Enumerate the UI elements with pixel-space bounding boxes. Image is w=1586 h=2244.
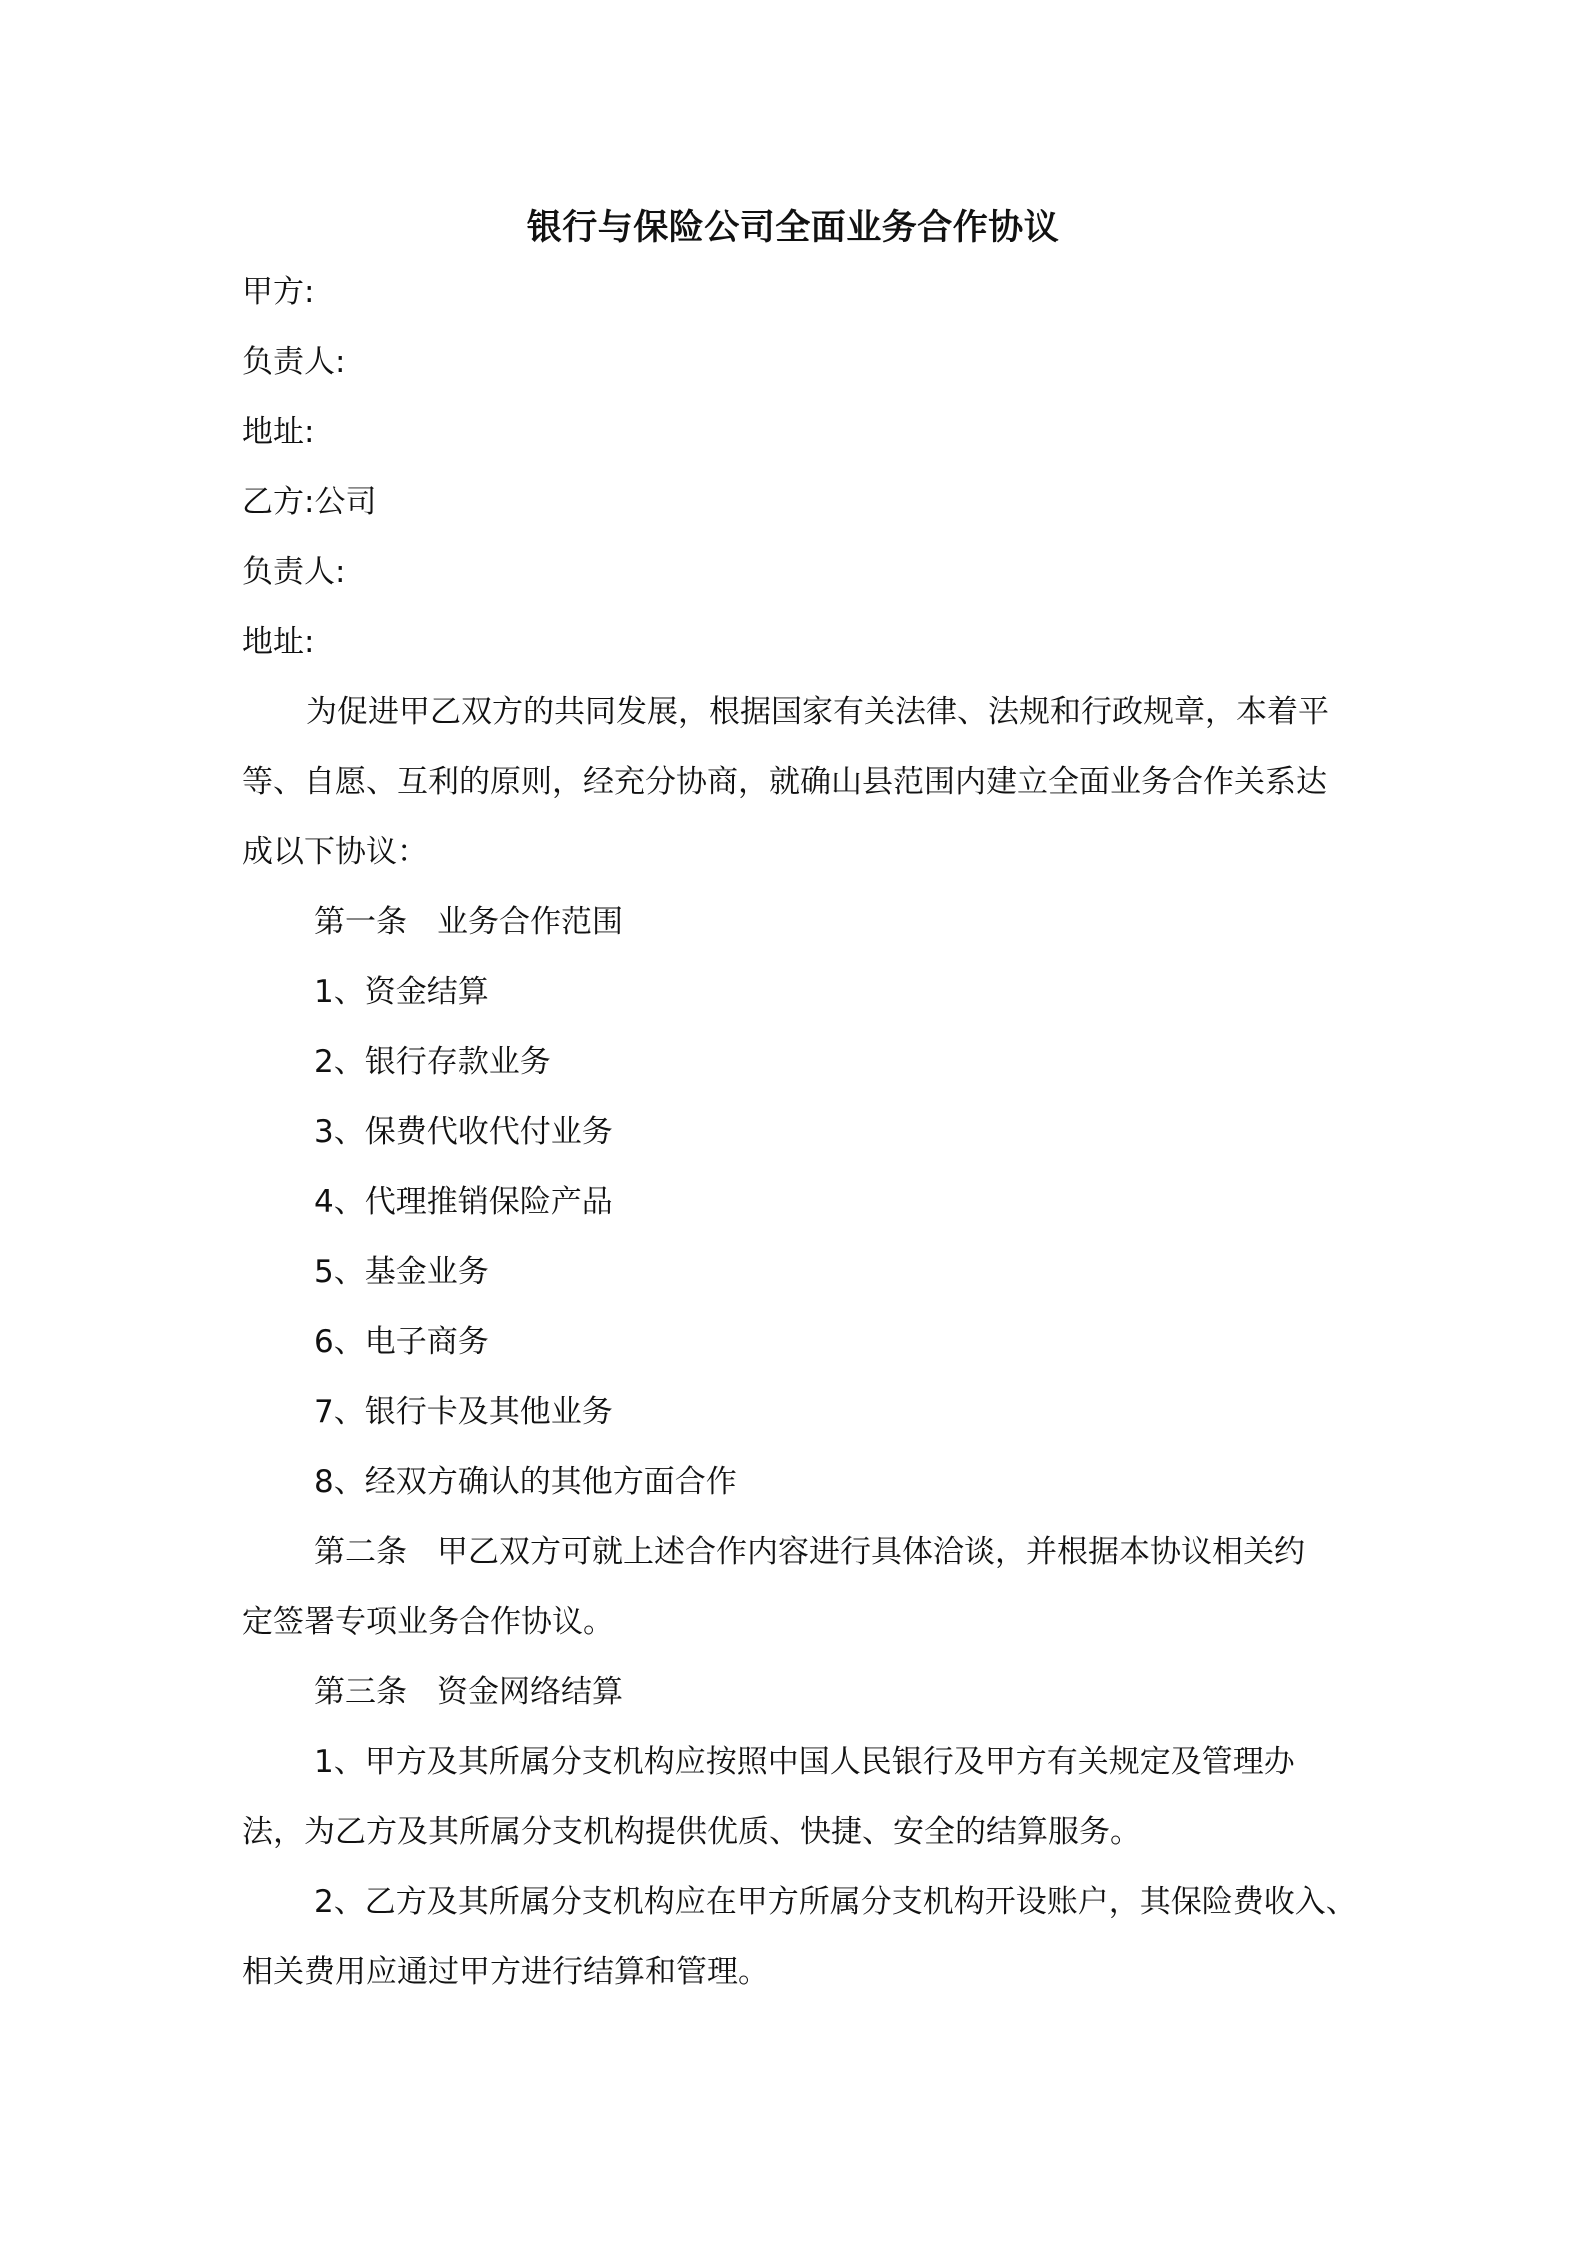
article-1-item: 5、基金业务	[314, 1254, 489, 1290]
preamble-line-2: 等、自愿、互利的原则，经充分协商，就确山县范围内建立全面业务合作关系达	[242, 764, 1327, 800]
party-b-responsible: 负责人:	[242, 554, 346, 590]
article-1-item: 7、银行卡及其他业务	[314, 1394, 613, 1430]
article-1-heading: 第一条	[314, 904, 407, 940]
article-2-text: 甲乙双方可就上述合作内容进行具体洽谈，并根据本协议相关约	[437, 1534, 1305, 1570]
party-b-address: 地址:	[242, 624, 315, 660]
article-3-clause-2-line-2: 相关费用应通过甲方进行结算和管理。	[242, 1954, 769, 1990]
article-1-item: 6、电子商务	[314, 1324, 489, 1360]
article-2-line-1	[314, 1532, 1434, 1572]
document-title: 银行与保险公司全面业务合作协议	[526, 208, 1060, 248]
article-2-heading: 第二条	[314, 1534, 407, 1570]
article-2-line-2: 定签署专项业务合作协议。	[242, 1604, 614, 1640]
article-3-clause-2-line-1: 2、乙方及其所属分支机构应在甲方所属分支机构开设账户，其保险费收入、	[314, 1884, 1357, 1920]
article-1-title: 业务合作范围	[437, 904, 623, 940]
party-a-responsible: 负责人:	[242, 344, 346, 380]
party-a-label: 甲方:	[242, 274, 315, 310]
article-1-item: 4、代理推销保险产品	[314, 1184, 613, 1220]
article-1-item: 2、银行存款业务	[314, 1044, 551, 1080]
party-a-address: 地址:	[242, 414, 315, 450]
preamble-line-3: 成以下协议：	[242, 834, 428, 870]
preamble-line-1: 为促进甲乙双方的共同发展，根据国家有关法律、法规和行政规章，本着平	[306, 694, 1329, 730]
article-3-clause-1-line-2: 法，为乙方及其所属分支机构提供优质、快捷、安全的结算服务。	[242, 1814, 1141, 1850]
article-3-clause-1-line-1: 1、甲方及其所属分支机构应按照中国人民银行及甲方有关规定及管理办	[314, 1744, 1295, 1780]
article-3-heading: 第三条	[314, 1674, 407, 1710]
article-1-item: 8、经双方确认的其他方面合作	[314, 1464, 737, 1500]
article-1-item: 3、保费代收代付业务	[314, 1114, 613, 1150]
article-1-item: 1、资金结算	[314, 974, 489, 1010]
article-3-heading-line	[314, 1672, 1434, 1712]
article-1-heading-line	[314, 902, 1434, 942]
article-3-title: 资金网络结算	[437, 1674, 623, 1710]
party-b-label: 乙方:公司	[242, 484, 377, 520]
